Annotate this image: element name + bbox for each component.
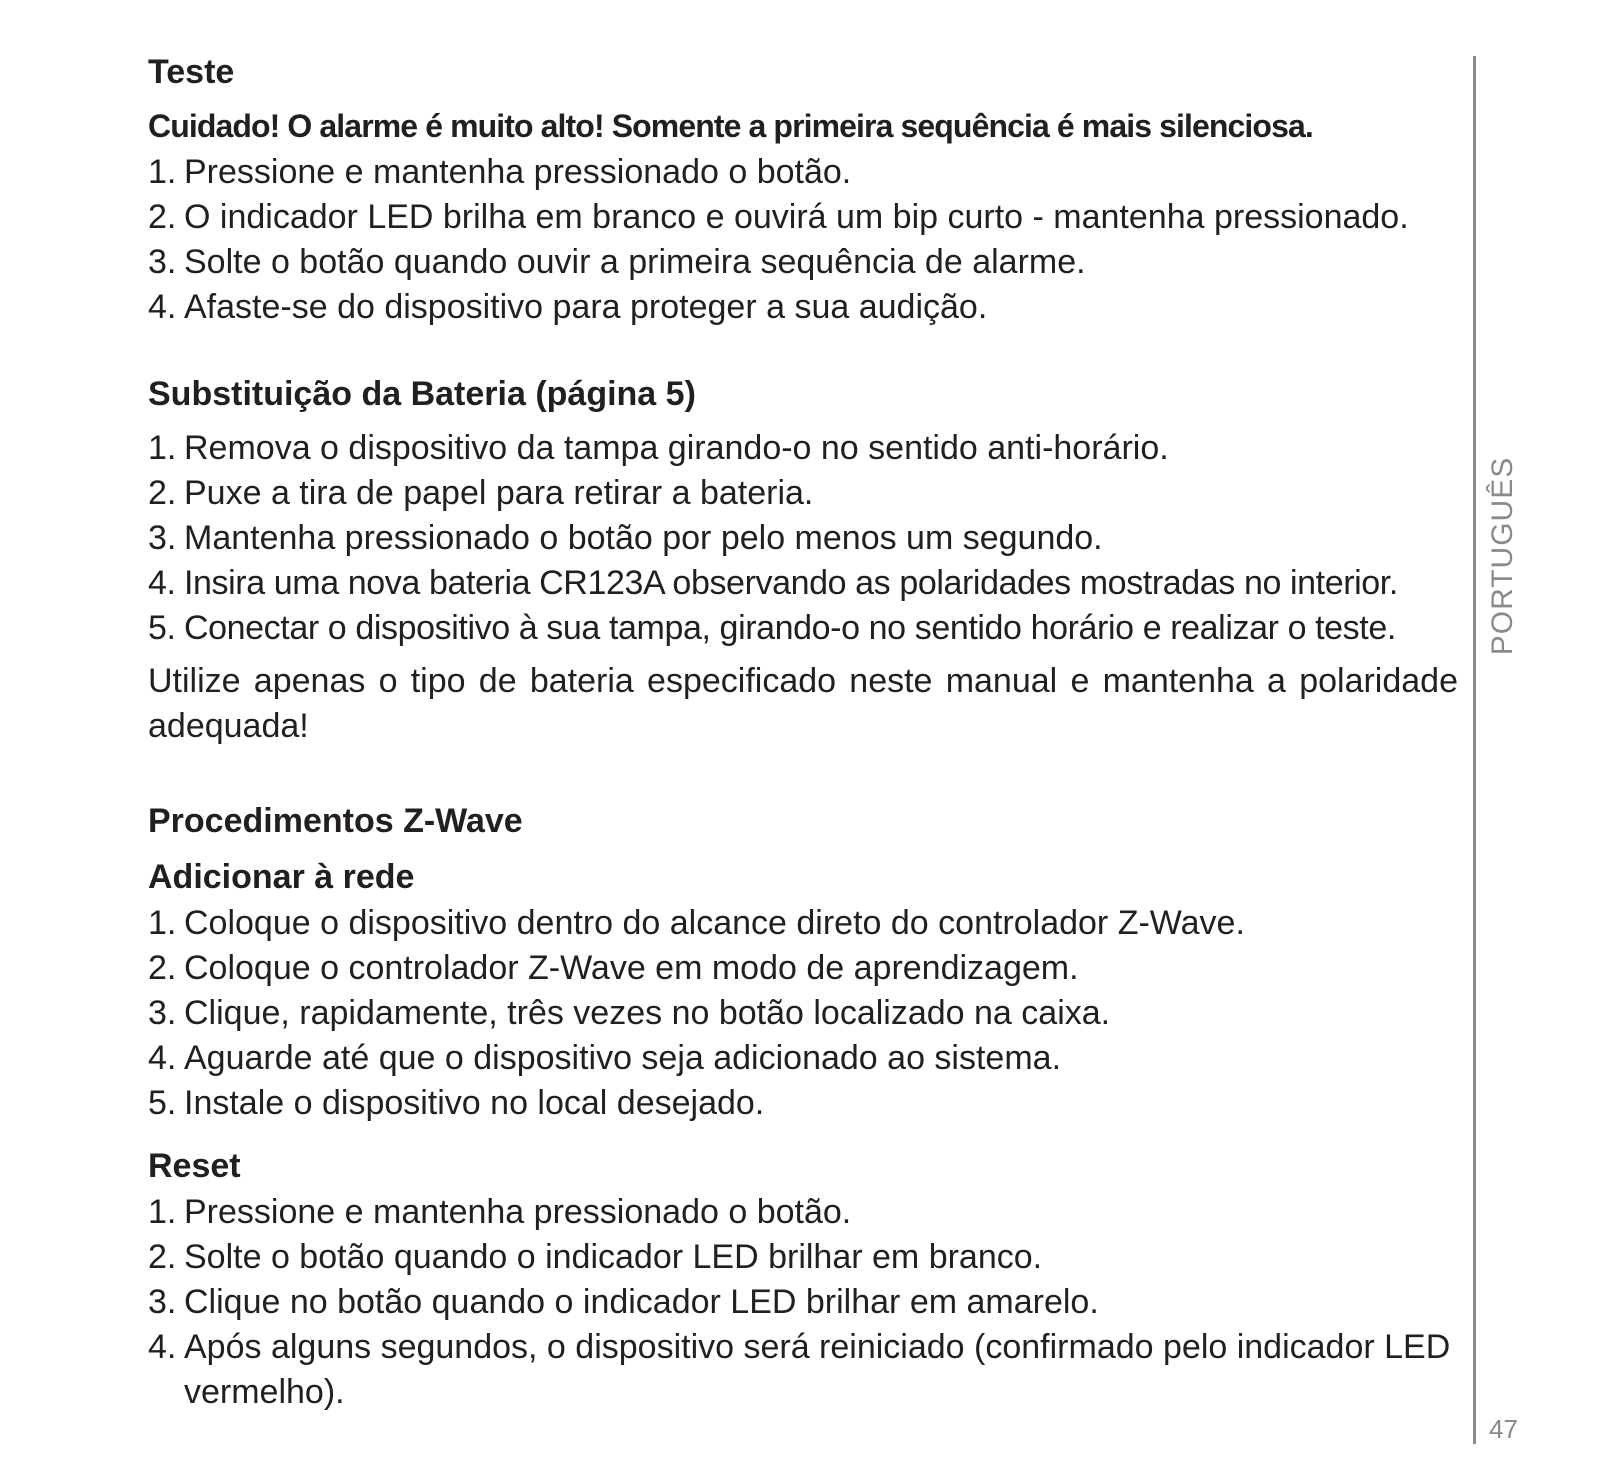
section-title-teste: Teste	[148, 53, 235, 91]
list-item	[148, 240, 1458, 285]
step-text: Puxe a tira de papel para retirar a bateria.	[184, 474, 814, 512]
step-text: Insira uma nova bateria CR123A observando as polaridades mostradas no interior.	[184, 564, 1398, 602]
step-number: 2.	[148, 949, 177, 987]
margin-rule	[1473, 56, 1476, 1444]
list-item	[148, 426, 1458, 471]
list-item	[148, 1235, 1458, 1280]
step-text: Pressione e mantenha pressionado o botão.	[184, 153, 852, 191]
section-title-zwave: Procedimentos Z-Wave	[148, 802, 523, 840]
step-text: Solte o botão quando ouvir a primeira sequência de alarme.	[184, 243, 1086, 281]
teste-steps-list	[148, 150, 1458, 330]
subsection-title-reset: Reset	[148, 1147, 241, 1185]
step-number: 4.	[148, 288, 177, 326]
step-number: 4.	[148, 1039, 177, 1077]
step-number: 5.	[148, 1084, 177, 1122]
step-number: 4.	[148, 1328, 177, 1366]
list-item	[148, 991, 1458, 1036]
step-text: Conectar o dispositivo à sua tampa, girando-o no sentido horário e realizar o teste.	[184, 609, 1396, 647]
step-text: Afaste-se do dispositivo para proteger a sua audição.	[184, 288, 988, 326]
language-label: PORTUGUÊS	[1486, 456, 1519, 656]
step-text: Solte o botão quando o indicador LED brilhar em branco.	[184, 1238, 1043, 1276]
step-text: Aguarde até que o dispositivo seja adicionado ao sistema.	[184, 1039, 1062, 1077]
step-text: Remova o dispositivo da tampa girando-o no sentido anti-horário.	[184, 429, 1169, 467]
list-item	[148, 901, 1458, 946]
step-text: Clique no botão quando o indicador LED brilhar em amarelo.	[184, 1283, 1099, 1321]
step-number: 2.	[148, 474, 177, 512]
step-text: Clique, rapidamente, três vezes no botão localizado na caixa.	[184, 994, 1111, 1032]
battery-note: Utilize apenas o tipo de bateria especificado neste manual e mantenha a polaridade adequada!	[148, 662, 1458, 745]
step-number: 3.	[148, 1283, 177, 1321]
step-text: Coloque o dispositivo dentro do alcance direto do controlador Z-Wave.	[184, 904, 1245, 942]
step-number: 1.	[148, 153, 177, 191]
list-item	[148, 561, 1458, 606]
page-content	[148, 48, 1458, 1415]
list-item	[148, 1280, 1458, 1325]
list-item	[148, 150, 1458, 195]
page-number: 47	[1489, 1414, 1518, 1444]
list-item	[148, 195, 1458, 240]
step-text: Coloque o controlador Z-Wave em modo de aprendizagem.	[184, 949, 1079, 987]
add-steps-list	[148, 901, 1458, 1126]
list-item	[148, 1190, 1458, 1235]
step-number: 1.	[148, 1193, 177, 1231]
bateria-steps-list	[148, 426, 1458, 651]
subsection-title-add: Adicionar à rede	[148, 858, 415, 896]
step-number: 5.	[148, 609, 176, 647]
list-item	[148, 471, 1458, 516]
list-item	[148, 516, 1458, 561]
section-title-bateria: Substituição da Bateria (página 5)	[148, 375, 696, 413]
step-number: 1.	[148, 904, 177, 942]
list-item	[148, 606, 1458, 651]
step-number: 3.	[148, 519, 177, 557]
step-number: 4.	[148, 564, 176, 602]
step-text: Mantenha pressionado o botão por pelo menos um segundo.	[184, 519, 1103, 557]
step-number: 3.	[148, 243, 177, 281]
list-item	[148, 1081, 1458, 1126]
step-number: 1.	[148, 429, 177, 467]
step-text: Instale o dispositivo no local desejado.	[184, 1084, 765, 1122]
step-number: 2.	[148, 198, 177, 236]
warning-text: Cuidado! O alarme é muito alto! Somente a primeira sequência é mais silenciosa.	[148, 108, 1313, 144]
step-number: 3.	[148, 994, 177, 1032]
step-text: Pressione e mantenha pressionado o botão.	[184, 1193, 852, 1231]
step-text: O indicador LED brilha em branco e ouvirá um bip curto - mantenha pressionado.	[184, 198, 1409, 236]
reset-steps-list	[148, 1190, 1458, 1415]
step-text: Após alguns segundos, o dispositivo será reiniciado (confirmado pelo indicador LED vermelho).	[184, 1328, 1451, 1411]
list-item	[148, 1325, 1458, 1415]
list-item	[148, 1036, 1458, 1081]
list-item	[148, 946, 1458, 991]
step-number: 2.	[148, 1238, 177, 1276]
list-item	[148, 285, 1458, 330]
